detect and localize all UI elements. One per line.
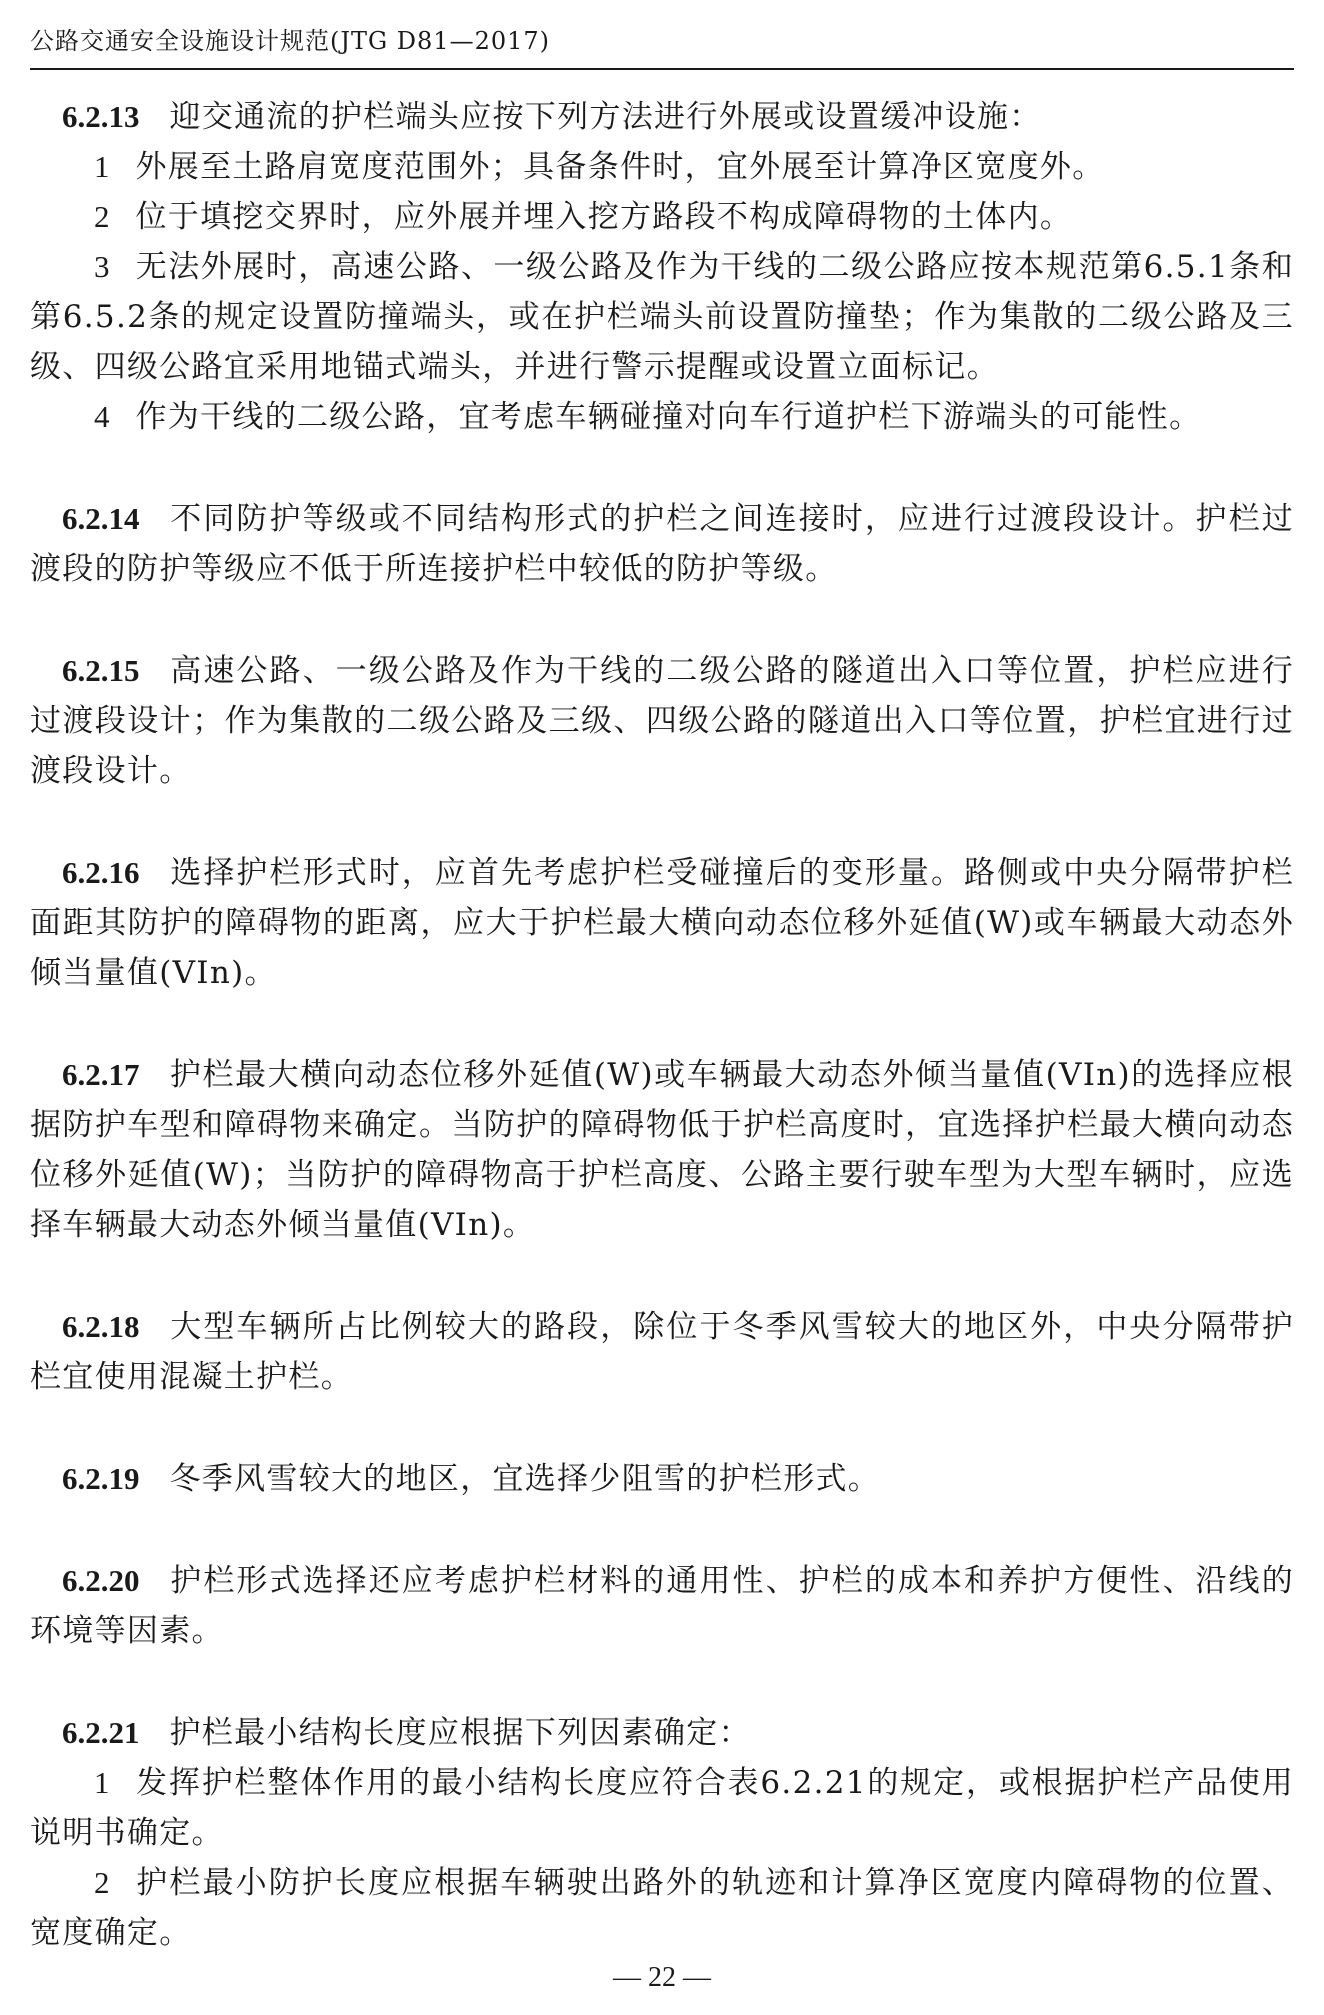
clause-6-2-18 <box>30 1302 1294 1402</box>
clause-6-2-17 <box>30 1050 1294 1250</box>
running-header: 公路交通安全设施设计规范(JTG D81—2017) <box>30 27 551 55</box>
clause-6-2-14 <box>30 494 1294 594</box>
clause-lead <box>30 1302 1294 1402</box>
item-text: 外展至土路肩宽度范围外；具备条件时，宜外展至计算净区宽度外。 <box>135 149 1105 185</box>
clause-lead <box>30 92 1294 142</box>
item-text: 位于填挖交界时，应外展并埋入挖方路段不构成障碍物的土体内。 <box>135 199 1073 235</box>
clause-number: 6.2.13 <box>62 99 140 134</box>
clause-6-2-21 <box>30 1708 1294 1958</box>
clause-lead <box>30 1454 1294 1504</box>
clause-lead <box>30 494 1294 594</box>
clause-number: 6.2.17 <box>62 1057 140 1092</box>
clause-lead <box>30 1708 1294 1758</box>
clause-text: 迎交通流的护栏端头应按下列方法进行外展或设置缓冲设施： <box>169 99 1042 135</box>
list-item <box>30 242 1294 392</box>
item-number: 1 <box>94 149 110 184</box>
clause-number: 6.2.21 <box>62 1715 140 1750</box>
list-item <box>30 142 1294 192</box>
item-number: 3 <box>94 249 110 284</box>
clause-number: 6.2.19 <box>62 1461 140 1496</box>
list-item <box>30 392 1294 442</box>
item-number: 4 <box>94 399 110 434</box>
clause-6-2-15 <box>30 646 1294 796</box>
clause-lead <box>30 848 1294 998</box>
clause-text: 冬季风雪较大的地区，宜选择少阻雪的护栏形式。 <box>169 1461 881 1497</box>
item-number: 2 <box>94 1865 110 1900</box>
clause-number: 6.2.15 <box>62 653 140 688</box>
clause-6-2-16 <box>30 848 1294 998</box>
clause-text: 护栏最大横向动态位移外延值(W)或车辆最大动态外倾当量值(VIn)的选择应根据防护车型和障碍物来确定。当防护的障碍物低于护栏高度时，宜选择护栏最大横向动态位移外延值(W)；当防护的障碍物高于护栏高度、公路主要行驶车型为大型车辆时，应选择车辆最大动态外倾当量值(VIn)。 <box>30 1057 1294 1243</box>
item-text: 发挥护栏整体作用的最小结构长度应符合表6.2.21的规定，或根据护栏产品使用说明书确定。 <box>30 1765 1294 1851</box>
clause-6-2-13 <box>30 92 1294 442</box>
clause-number: 6.2.18 <box>62 1309 140 1344</box>
clause-text: 护栏形式选择还应考虑护栏材料的通用性、护栏的成本和养护方便性、沿线的环境等因素。 <box>30 1563 1294 1649</box>
clause-lead <box>30 646 1294 796</box>
clause-number: 6.2.14 <box>62 501 140 536</box>
page-content <box>30 92 1294 1958</box>
list-item <box>30 1758 1294 1858</box>
clause-text: 护栏最小结构长度应根据下列因素确定： <box>169 1715 751 1751</box>
page-number: — 22 — <box>613 1962 711 1993</box>
item-text: 作为干线的二级公路，宜考虑车辆碰撞对向车行道护栏下游端头的可能性。 <box>135 399 1202 435</box>
list-item <box>30 192 1294 242</box>
clause-lead <box>30 1556 1294 1656</box>
clause-number: 6.2.20 <box>62 1563 140 1598</box>
clause-6-2-19 <box>30 1454 1294 1504</box>
item-number: 1 <box>94 1765 110 1800</box>
list-item <box>30 1858 1294 1958</box>
clause-6-2-20 <box>30 1556 1294 1656</box>
clause-number: 6.2.16 <box>62 855 140 890</box>
clause-text: 不同防护等级或不同结构形式的护栏之间连接时，应进行过渡段设计。护栏过渡段的防护等级应不低于所连接护栏中较低的防护等级。 <box>30 501 1294 587</box>
clause-text: 大型车辆所占比例较大的路段，除位于冬季风雪较大的地区外，中央分隔带护栏宜使用混凝土护栏。 <box>30 1309 1294 1395</box>
header-rule <box>30 68 1294 70</box>
item-number: 2 <box>94 199 110 234</box>
clause-lead <box>30 1050 1294 1250</box>
item-text: 无法外展时，高速公路、一级公路及作为干线的二级公路应按本规范第6.5.1条和第6.5.2条的规定设置防撞端头，或在护栏端头前设置防撞垫；作为集散的二级公路及三级、四级公路宜采用地锚式端头，并进行警示提醒或设置立面标记。 <box>30 249 1294 385</box>
item-text: 护栏最小防护长度应根据车辆驶出路外的轨迹和计算净区宽度内障碍物的位置、宽度确定。 <box>30 1865 1294 1951</box>
clause-text: 高速公路、一级公路及作为干线的二级公路的隧道出入口等位置，护栏应进行过渡段设计；作为集散的二级公路及三级、四级公路的隧道出入口等位置，护栏宜进行过渡段设计。 <box>30 653 1294 789</box>
clause-text: 选择护栏形式时，应首先考虑护栏受碰撞后的变形量。路侧或中央分隔带护栏面距其防护的障碍物的距离，应大于护栏最大横向动态位移外延值(W)或车辆最大动态外倾当量值(VIn)。 <box>30 855 1294 991</box>
